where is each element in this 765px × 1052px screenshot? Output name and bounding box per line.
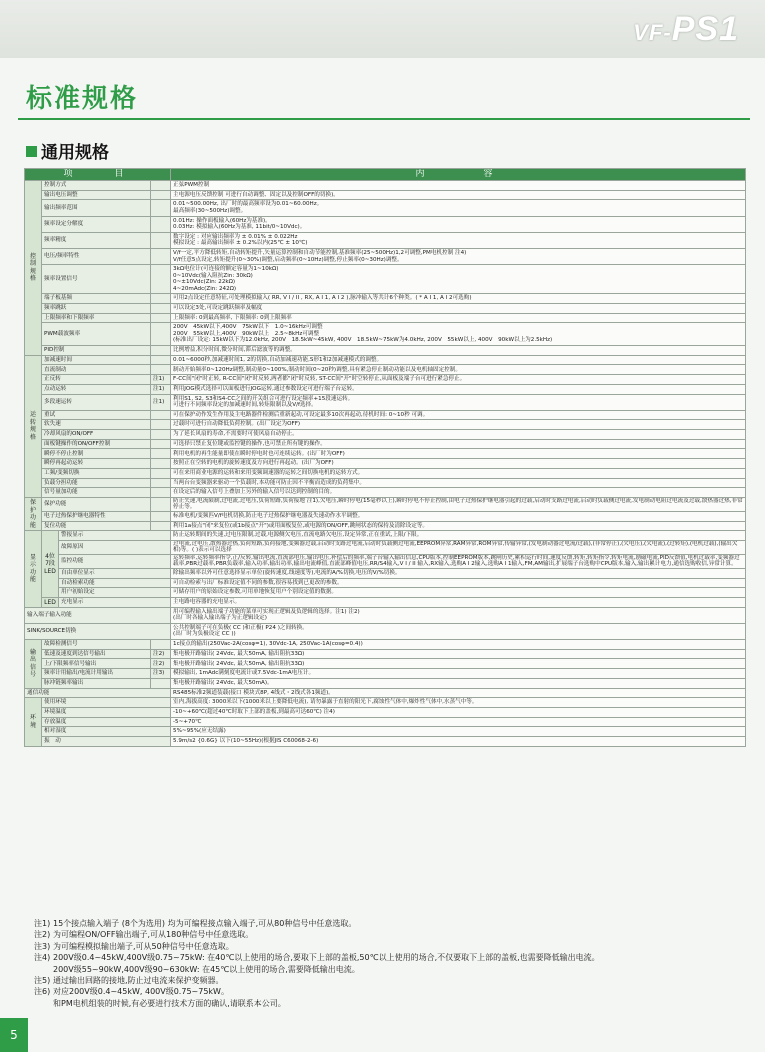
- spec-value: 0.01~500.00Hz, 出厂时的最高频率设为0.01~60.00Hz。 最高频率(30~500Hz)调整。: [171, 200, 746, 216]
- footnote-number: 注2): [34, 930, 51, 940]
- spec-value: 用可编程输入输出端子功能的菜单可实现正逻辑及负逻辑的选择。注1) 注2) (出厂时各输入输出端子为正逻辑设定): [171, 607, 746, 623]
- spec-label: 多段速运转: [42, 394, 151, 410]
- category-display-led: 4位 7段 LED: [42, 531, 59, 598]
- spec-label: 电子过热保护继电器特性: [42, 511, 151, 521]
- spec-note: [151, 216, 171, 232]
- spec-value: 可储存用户的原始设定参数,可用单地恢复用户个别设定值的数据。: [171, 588, 746, 598]
- spec-note: [151, 346, 171, 356]
- table-header-content: 内 容: [171, 169, 746, 181]
- spec-value: 在设定后的输入信号上叠加上另外的输入信号以达到控制的目的。: [171, 488, 746, 498]
- spec-value: 5%~95%(应无结露): [171, 727, 746, 737]
- spec-value: 过电流,过电压,散热器过热,负荷短路,负荷接地,变频器过载,启动时支路过电流,启动时负载侧过电流,EEPROM异常,RAM异常,ROM异常,传输异常,(发电制动器过电流/过载),(非常停止),(欠电压),(欠电流),(过转矩),(电机过载),(输出欠相)等。( )表示可以选择: [171, 540, 746, 554]
- page-title: 标准规格: [26, 84, 139, 114]
- spec-value: 主电路电容器的充电显示。: [171, 598, 746, 608]
- spec-value: V/f一定,平方降低转矩,自动转矩提升,矢量运算控制和自动节能控制,基准频率(25~500Hz)1,2可调整,PM电机控制 注4) V/f任意5点设定,转矩提升(0~30%)调整,启动频率(0~10Hz)调整,停止频率(0~30Hz)调整。: [171, 248, 746, 264]
- footnote-text: 200V级55~90kW,400V级90~630kW: 在45℃以上使用的场合,需要降低输出电流。: [53, 964, 360, 974]
- spec-note: 注2): [151, 649, 171, 659]
- spec-label: 输入端子输入功能: [25, 607, 171, 623]
- spec-value: 运转频率,运转频率指令,正/反转,输出电流,直流部电压,输出电压,补偿后的频率,端子台输入输出信息,CPU版本,控制EEPROM版本,跳闸历史,累积运行时间,速度反馈,转矩,转矩指令,转矩电流,励磁电流,PID反馈值,电机过载率,变频器过载率,PBR过载率,PBR负载率,输入功率,输出功率,输出电流峰值,直流部峰值电压,RR/S4输入,V I / II 输入,RX输入,选购A I 2输入,选购A I 1输入,FM,AM输出,扩展端子台选购中CPU版本,输入,输出累计电力,通信选购收信,异常计算。: [171, 554, 746, 568]
- spec-note: [151, 190, 171, 200]
- footnote-number: 注6): [34, 987, 51, 997]
- spec-label: 频率计用输出/电流计用输出: [42, 669, 151, 679]
- brand-logo: VF-PS1: [633, 10, 739, 48]
- footnote-text: 为可编程ON/OFF输出端子,可从180种信号中任意选取。: [53, 930, 254, 940]
- footnote-number: 注3): [34, 941, 51, 951]
- footnote-text: 为可编程模拟输出端子,可从50种信号中任意选取。: [53, 941, 234, 951]
- spec-value: 室内,海拔高度: 3000米以下(1000米以上要降低电流), 请勿暴露于直射的阳光下,腐蚀性气体中,爆炸性气体中,水蒸气中等。: [171, 698, 746, 708]
- spec-value: 集电极开路输出( 24Vdc, 最大50mA, 输出阻抗33Ω): [171, 649, 746, 659]
- spec-value: 公共控制端子可在负极( CC )和正极( P24 )之间转换。 (出厂时为负极设定 CC )): [171, 623, 746, 639]
- spec-label: 频率设置信号: [42, 265, 151, 294]
- spec-label: 正反转: [42, 375, 151, 385]
- spec-label: SINK/SOURCE切换: [25, 623, 171, 639]
- spec-note: [151, 488, 171, 498]
- spec-value: 利用JOG模式选择可以面板进行JOG运转,通过参数设定可进行端子台运转。: [171, 384, 746, 394]
- spec-label: 使用环境: [42, 698, 171, 708]
- spec-value: 过载时可进行自动降低负荷控制。(出厂设定为OFF): [171, 420, 746, 430]
- spec-note: [151, 232, 171, 248]
- spec-note: [151, 181, 171, 191]
- spec-label: 相对湿度: [42, 727, 171, 737]
- spec-note: 注3): [151, 669, 171, 679]
- spec-label: 重试: [42, 410, 151, 420]
- spec-note: [151, 459, 171, 469]
- spec-value: RS485标准2频道装载(接口 模块式8P, 4线式・2线式各1频道)。: [171, 688, 746, 698]
- footnote-text: 和PM电机组装的时候,有必要进行技术方面的确认,请联系本公司。: [53, 998, 286, 1008]
- section-square-icon: [26, 146, 37, 157]
- spec-value: 1c接点的输出(250Vac-2A(cosφ=1), 30Vdc-1A, 250Vac-1A(cosφ=0.4)): [171, 640, 746, 650]
- spec-note: 注1): [151, 394, 171, 410]
- spec-note: [151, 521, 171, 531]
- spec-value: 利用S1, S2, S3和S4-CC之间的开关组合可进行设定频率+15段速运转。 可进行不同频率设定的加减速时间,转矩限制以及V/f选择。: [171, 394, 746, 410]
- spec-value: 防止运转期间的失速,过电压限制,过载,电源侧欠电压,直流电路欠电压,设定异常,正在重试,上限/下限。: [171, 531, 746, 541]
- spec-label: PWM载波频率: [42, 323, 151, 346]
- spec-label: 上限频率和下限频率: [42, 313, 151, 323]
- spec-label: 面板键操作的ON/OFF控制: [42, 439, 151, 449]
- spec-label: 电压/频率特性: [42, 248, 151, 264]
- section-title: 通用规格: [26, 138, 109, 163]
- spec-note: [151, 640, 171, 650]
- spec-label: PID控制: [42, 346, 151, 356]
- page-number: 5: [0, 1018, 28, 1052]
- category-control: 控 制 规 格: [25, 181, 42, 356]
- category-environment: 环 境: [25, 698, 42, 746]
- spec-value: 标准电机/变频匹V/f电机切换,防止电子过热保护继电器及失速动作水平调整。: [171, 511, 746, 521]
- spec-value: 当两台台变频器来驱动一个负载时,本功能可防止因不平衡而造成的负荷集中。: [171, 478, 746, 488]
- spec-note: [151, 200, 171, 216]
- category-protection: 保 护 功 能: [25, 497, 42, 530]
- spec-label: 瞬停再起动运转: [42, 459, 151, 469]
- spec-label: 输出电压调整: [42, 190, 151, 200]
- spec-note: [151, 294, 171, 304]
- spec-note: [151, 323, 171, 346]
- spec-label: 低速及速度到达信号输出: [42, 649, 151, 659]
- spec-value: 可在来用商业电源的运转和来用变频调速器的运转之间切换电机的运转方式。: [171, 468, 746, 478]
- spec-label: 上/下限频率信号输出: [42, 659, 151, 669]
- category-output-signal: 输 出 信 号: [25, 640, 42, 688]
- spec-note: [151, 449, 171, 459]
- spec-value: 集电极开路输出( 24Vdc, 最大50mA, 输出阻抗33Ω): [171, 659, 746, 669]
- spec-label: 警报显示: [59, 531, 171, 541]
- title-divider: [18, 118, 750, 120]
- spec-label: 环境温度: [42, 707, 171, 717]
- spec-table: [24, 168, 746, 747]
- spec-note: [151, 410, 171, 420]
- footnote: [34, 929, 600, 940]
- spec-value: 3kΩ电位计(可连接的额定容量为1~10kΩ) 0~10Vdc(输入阻抗Zin: 30kΩ) 0~±10Vdc(Zin: 22kΩ) 4~20mAdc(Zin: 242Ω): [171, 265, 746, 294]
- footnote-text: 200V级0.4~45kW,400V级0.75~75kW: 在40℃以上使用的场合,要取下上部的盖板,50℃以上使用的场合,不仅要取下上部的盖板,也需要降低输出电流。: [53, 953, 600, 963]
- spec-label: 软失速: [42, 420, 151, 430]
- footnote-number: 注4): [34, 953, 51, 963]
- footnote: [34, 918, 600, 929]
- spec-label: 输出频率范围: [42, 200, 151, 216]
- spec-note: [151, 497, 171, 511]
- spec-note: 注1): [151, 384, 171, 394]
- spec-label: 频率设定分解度: [42, 216, 151, 232]
- spec-value: -5~+70℃: [171, 717, 746, 727]
- spec-label: 频率精度: [42, 232, 151, 248]
- spec-note: [151, 430, 171, 440]
- category-operation: 运 转 规 格: [25, 355, 42, 497]
- spec-label: 振 动: [42, 736, 171, 746]
- footnote: [34, 998, 600, 1009]
- spec-label: 通信功能: [25, 688, 171, 698]
- spec-value: 主电源电压反馈控制 可进行自动调整、固定以及控制OFF的切换)。: [171, 190, 746, 200]
- spec-value: 上限频率: 0到最高频率, 下限频率: 0到上限频率: [171, 313, 746, 323]
- spec-note: [151, 468, 171, 478]
- footnote: [34, 964, 600, 975]
- spec-label: 点动运转: [42, 384, 151, 394]
- spec-note: [151, 365, 171, 375]
- spec-value: 除输出频率以外可任意选择显示单位(旋转速度,线速度等),电流的A/%切换,电压的V/%切换。: [171, 568, 746, 578]
- spec-value: 0.01~6000秒,加减速时间1, 2的切换,自动加减速功能,S形1和2加减速模式的调整。: [171, 355, 746, 365]
- footnote-text: 通过输出回路的接地,防止过电流来保护变频器。: [53, 976, 224, 986]
- spec-value: 防止失速,电流限制,过电流,过电压,负荷短路,负荷接地 注1),欠电压,瞬时停电(15毫秒以上),瞬时停电不停止控制,由电子过热保护继电器引起的过载,启动时支路过电流,启动时负载侧过电流,发电制动电阻过电流及过载,散热器过热,非常停止等。: [171, 497, 746, 511]
- spec-note: [151, 265, 171, 294]
- spec-label: 保护功能: [42, 497, 151, 511]
- spec-label: 复位功能: [42, 521, 151, 531]
- spec-value: 数字设定 : 对应输出频率为 ± 0.01% ± 0.022Hz 模拟设定 : 最高输出频率 ± 0.2%以内(25℃ ± 10℃): [171, 232, 746, 248]
- footnote: [34, 941, 600, 952]
- spec-value: 可在保护动作发生作用及主电路器件检测后重新起动,可设定最多10次再起动,待机时间: 0~10秒 可调。: [171, 410, 746, 420]
- spec-label: 直流制动: [42, 365, 151, 375]
- spec-note: 注1): [151, 375, 171, 385]
- spec-note: [151, 420, 171, 430]
- spec-note: [151, 439, 171, 449]
- spec-value: 集电极开路输出( 24Vdc, 最大50mA)。: [171, 678, 746, 688]
- spec-label: 自由单位显示: [59, 568, 171, 578]
- spec-value: 模拟输出, 1mAdc满刻度电流计或7.5Vdc-1mA电压计。: [171, 669, 746, 679]
- spec-label: 控制方式: [42, 181, 151, 191]
- spec-value: 为了延长风扇的寿命,不需要时可使风扇自动停止。: [171, 430, 746, 440]
- spec-value: 制动开始频率0~120Hz调整,制动量0~100%,制动时间(0~20秒)调整,具有紧急停止制动功能以及电机轴固定控制。: [171, 365, 746, 375]
- spec-value: 可以设定3处,可设定跳跃频率及幅度: [171, 304, 746, 314]
- spec-label: 加减速时间: [42, 355, 151, 365]
- spec-label: 脉冲链频率输出: [42, 678, 151, 688]
- spec-label: 自动检索功能: [59, 578, 171, 588]
- spec-value: 200V 45kW以下,400V 75kW以下 1.0~16kHz可调整 200V 55kW以上,400V 90kW以上 2.5~8kHz可调整 (标准出厂设定: 15kW以下为12.0kHz, 200V 18.5kW~45kW, 400V 18.5kW~75kW为4.0kHz, 200V 55kW以上, 400V 90kW以上为2.5kHz): [171, 323, 746, 346]
- spec-label: 工频/变频切换: [42, 468, 151, 478]
- spec-label: 故障原因: [59, 540, 171, 554]
- footnote: [34, 975, 600, 986]
- spec-note: [151, 678, 171, 688]
- spec-value: 可自动检索与出厂标准设定值不同的参数,很容易找到已更改的参数。: [171, 578, 746, 588]
- spec-label: 信号量加功能: [42, 488, 151, 498]
- spec-note: [151, 355, 171, 365]
- footnotes: [34, 918, 600, 1009]
- footnote-text: 15个接点输入端子 (8个为选用) 均为可编程接点输入端子,可从80种信号中任意选取。: [53, 919, 357, 928]
- spec-value: 利用电机的再生能量即使在瞬时停电时也可连续运转。(出厂时为OFF): [171, 449, 746, 459]
- spec-value: 0.01Hz: 操作面板输入(60Hz为基准)。 0.03Hz: 模拟输入(60Hz为基准, 11bit/0~10Vdc)。: [171, 216, 746, 232]
- spec-label: 瞬停不停止控制: [42, 449, 151, 459]
- spec-note: [151, 248, 171, 264]
- spec-value: 可用2点设定任意特征,可处理模拟输入( RR, V I / II , RX, A I 1, A I 2 ),脉冲输入等共计6个种类。( * A I 1, A I 2可选购): [171, 294, 746, 304]
- page-header: [0, 0, 765, 58]
- spec-label: 故障检测信号: [42, 640, 151, 650]
- table-header-item: 项 目: [25, 169, 171, 181]
- spec-value: 比例增益,积分时间,微分时间,滞后滤波等的调整。: [171, 346, 746, 356]
- footnote: [34, 952, 600, 963]
- spec-value: -10~+60℃(超过40℃时取下上部的盖板,到最高可达60℃) 注4): [171, 707, 746, 717]
- footnote-text: 对应200V级0.4~45kW, 400V级0.75~75kW。: [53, 987, 229, 997]
- footnote: [34, 986, 600, 997]
- spec-note: [151, 511, 171, 521]
- spec-value: 可选择只禁止复位键或监控键的操作,也可禁止所有键的操作。: [171, 439, 746, 449]
- footnote-number: 注5): [34, 976, 51, 986]
- spec-value: 正弦PWM控制: [171, 181, 746, 191]
- spec-note: [151, 304, 171, 314]
- spec-label: 端子板基频: [42, 294, 151, 304]
- footnote-number: 注1): [34, 919, 51, 928]
- spec-note: [151, 478, 171, 488]
- spec-value: 利用1a接点"闭"来复位(或1b接点"开")或用面板复位,或电源的ON/OFF,跳闸状态的保持及清除设定等。: [171, 521, 746, 531]
- spec-label: 用户初始设定: [59, 588, 171, 598]
- spec-note: [151, 313, 171, 323]
- spec-label: 充电显示: [59, 598, 171, 608]
- spec-label: 存放温度: [42, 717, 171, 727]
- spec-value: 5.9m/s2 {0.6G} 以下(10~55Hz)(根据JIS C60068-2-6): [171, 736, 746, 746]
- spec-label: 负载分担功能: [42, 478, 151, 488]
- spec-value: 按照正在空转的电机的旋转速度及方向进行再起动。(出厂为OFF): [171, 459, 746, 469]
- category-led: LED: [42, 598, 59, 608]
- spec-value: F-CC间"闭"时正转, R-CC间"闭"时反转,两者都"闭"时反转, ST-CC间"开"时空转停止,从面板及端子台可进行紧急停止。: [171, 375, 746, 385]
- spec-label: 频率跳跃: [42, 304, 151, 314]
- spec-note: 注2): [151, 659, 171, 669]
- spec-label: 冷却风扇的ON/OFF: [42, 430, 151, 440]
- spec-label: 监控功能: [59, 554, 171, 568]
- category-display: 显 示 功 能: [25, 531, 42, 607]
